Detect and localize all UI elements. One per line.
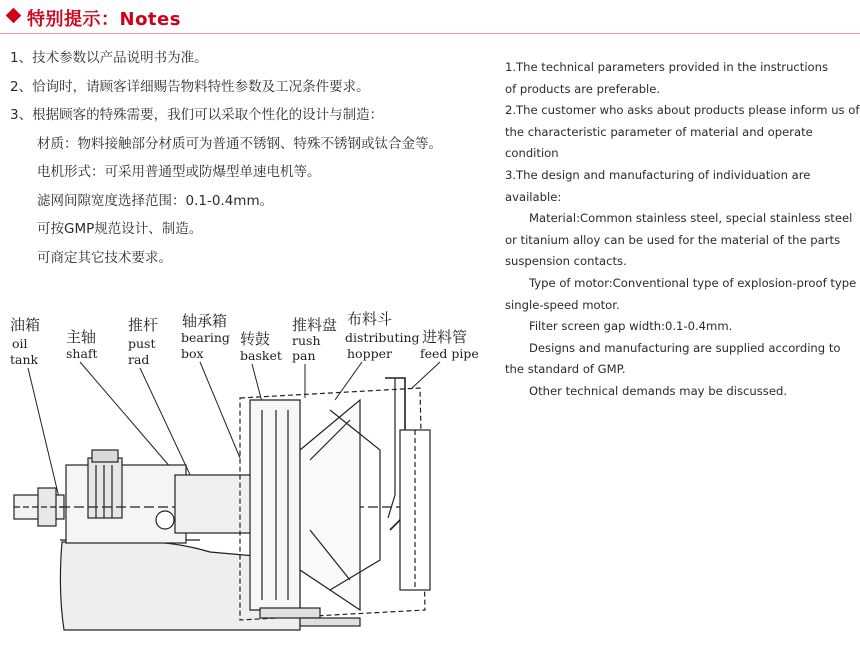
- en-note-line: the characteristic parameter of material and operate: [505, 124, 813, 139]
- en-note-line: Material:Common stainless steel, special stainless steel: [529, 211, 853, 226]
- svg-text:rush: rush: [292, 333, 321, 348]
- label-hopper: [345, 310, 420, 361]
- svg-text:转鼓: 转鼓: [240, 330, 271, 348]
- centrifuge-diagram: [0, 290, 500, 649]
- header-divider: [0, 33, 860, 34]
- svg-text:布料斗: 布料斗: [347, 310, 393, 328]
- en-note-line: Designs and manufacturing are supplied according to: [529, 340, 841, 355]
- svg-text:pan: pan: [292, 348, 316, 363]
- en-note-line: 2.The customer who asks about products please inform us of: [505, 103, 860, 118]
- cn-note-other: 可商定其它技术要求。: [37, 249, 172, 266]
- svg-text:rad: rad: [128, 352, 150, 367]
- label-oil-tank: [10, 316, 40, 367]
- label-shaft: [66, 328, 98, 361]
- svg-text:shaft: shaft: [66, 346, 98, 361]
- svg-text:distributing: distributing: [345, 330, 420, 345]
- label-rush-pan: [292, 316, 337, 363]
- en-note-line: available:: [505, 189, 562, 204]
- cn-note-1: 1、技术参数以产品说明书为准。: [10, 50, 208, 66]
- cn-note-2: 2、恰询时，请顾客详细赐告物料特性参数及工况条件要求。: [10, 78, 370, 95]
- chinese-notes: [10, 44, 500, 272]
- cn-note-filter: 滤网间隙宽度选择范围：0.1-0.4mm。: [37, 192, 274, 209]
- en-note-line: suspension contacts.: [505, 254, 627, 269]
- en-note-line: 1.The technical parameters provided in the instructions: [505, 60, 829, 74]
- svg-text:pust: pust: [128, 336, 156, 351]
- svg-text:oil: oil: [12, 336, 28, 351]
- en-note-line: Filter screen gap width:0.1-0.4mm.: [529, 319, 733, 334]
- svg-text:hopper: hopper: [347, 346, 392, 361]
- svg-text:推料盘: 推料盘: [292, 316, 338, 334]
- svg-text:feed pipe: feed pipe: [420, 346, 479, 361]
- label-push-rad: [128, 316, 158, 367]
- en-note-line: the standard of GMP.: [505, 362, 626, 377]
- cn-note-material: 材质：物料接触部分材质可为普通不锈钢、特殊不锈钢或钛合金等。: [37, 135, 442, 152]
- svg-text:bearing: bearing: [181, 330, 230, 345]
- svg-text:box: box: [181, 346, 204, 361]
- label-basket: [240, 330, 282, 363]
- svg-text:tank: tank: [10, 352, 39, 367]
- en-note-line: Type of motor:Conventional type of explosion-proof type: [529, 275, 857, 290]
- svg-text:推杆: 推杆: [128, 316, 159, 334]
- cn-note-3: 3、根据顾客的特殊需要，我们可以采取个性化的设计与制造：: [10, 107, 384, 123]
- notes-header: [0, 0, 860, 34]
- svg-text:轴承箱: 轴承箱: [182, 312, 228, 330]
- diamond-bullet-icon: [6, 8, 22, 24]
- english-notes: [505, 57, 860, 403]
- notes-title: 特别提示：Notes: [27, 9, 181, 30]
- svg-text:进料管: 进料管: [422, 328, 468, 346]
- svg-text:basket: basket: [240, 348, 282, 363]
- en-note-line: 3.The design and manufacturing of individuation are: [505, 167, 811, 182]
- svg-text:油箱: 油箱: [10, 316, 41, 334]
- cn-note-gmp: 可按GMP规范设计、制造。: [37, 221, 203, 237]
- label-bearing-box: [181, 312, 230, 361]
- en-note-line: or titanium alloy can be used for the material of the parts: [505, 232, 841, 247]
- en-note-line: single-speed motor.: [505, 297, 620, 312]
- en-note-line: condition: [505, 146, 559, 161]
- en-note-line: of products are preferable.: [505, 81, 661, 96]
- en-note-line: Other technical demands may be discussed.: [529, 383, 788, 398]
- svg-text:主轴: 主轴: [66, 328, 97, 346]
- cn-note-motor: 电机形式：可采用普通型或防爆型单速电机等。: [37, 164, 321, 180]
- label-feed-pipe: [420, 328, 479, 361]
